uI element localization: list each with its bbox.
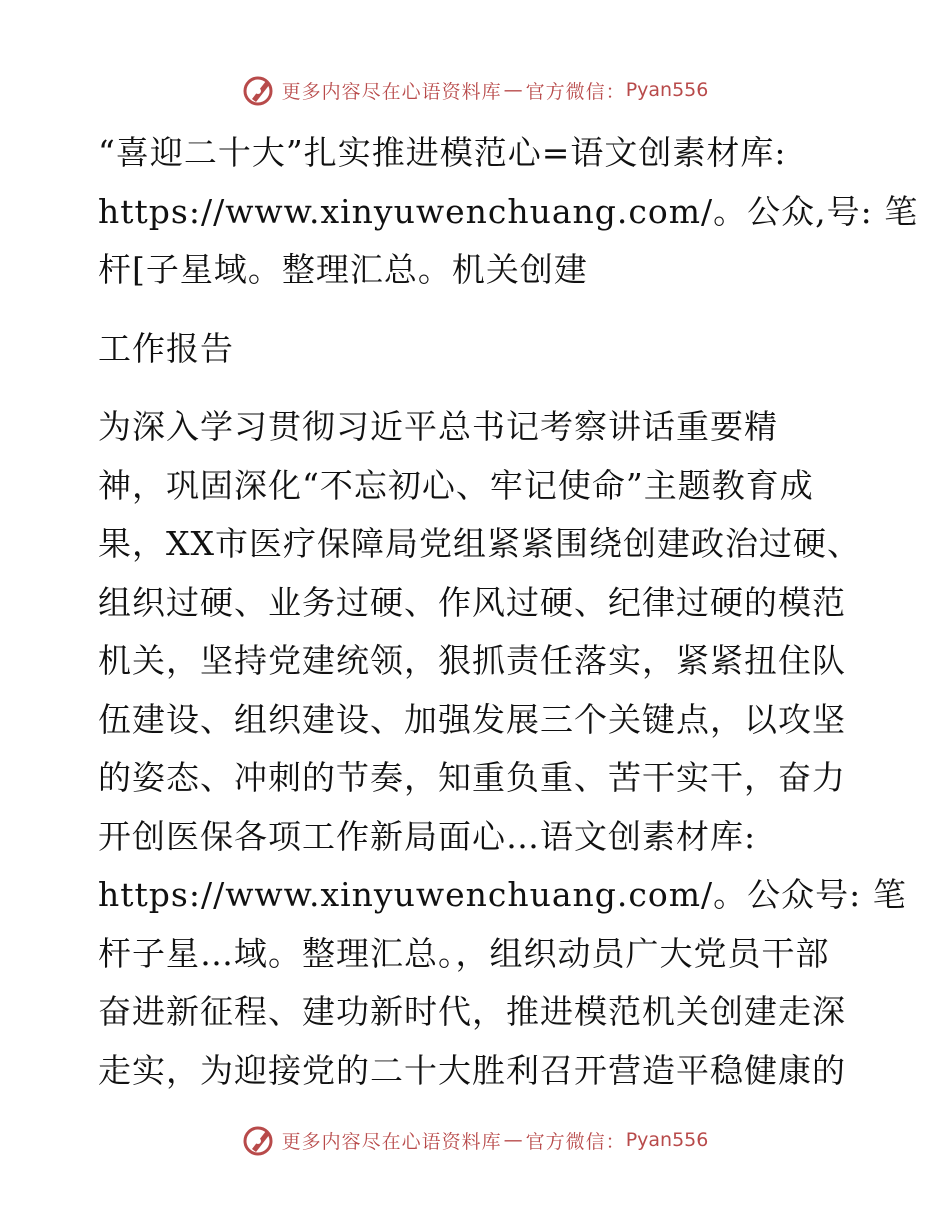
- text-line-5: 为深入学习贯彻习近平总书记考察讲话重要精: [98, 407, 778, 446]
- watermark-wechat-id: Pyan556: [625, 1129, 709, 1151]
- text-line-9: 机关，坚持党建统领，狠抓责任落实，紧紧扭住队: [98, 641, 846, 680]
- watermark-wechat-label: 官方微信：: [525, 1130, 626, 1153]
- text-line-6: 神，巩固深化“不忘初心、牢记使命”主题教育成: [98, 465, 814, 505]
- text-line-3: 杆[子星域。整理汇总。机关创建: [98, 250, 588, 289]
- watermark-dash: —: [503, 79, 524, 101]
- text-line-14: 杆子星…域。整理汇总。，组织动员广大党员干部: [98, 933, 830, 973]
- document-body: [98, 124, 919, 1100]
- header-watermark: [0, 70, 950, 110]
- watermark-dash: —: [503, 1129, 524, 1151]
- text-line-12: 开创医保各项工作新局面心…语文创素材库:: [98, 816, 757, 856]
- footer-watermark: [0, 1120, 950, 1160]
- text-line-8: 组织过硬、业务过硬、作风过硬、纪律过硬的模范: [98, 582, 846, 622]
- text-line-15: 奋进新征程、建功新时代，推进模范机关创建走深: [98, 992, 846, 1031]
- text-line-7: 果，XX市医疗保障局党组紧紧围绕创建政治过硬、: [98, 524, 861, 563]
- text-line-13: https://www.xinyuwenchuang.com/。公众号: 笔: [98, 875, 907, 914]
- watermark-wechat-label: 官方微信：: [525, 80, 626, 103]
- text-line-2: https://www.xinyuwenchuang.com/。公众,号: 笔: [98, 191, 919, 231]
- watermark-wechat-id: Pyan556: [625, 79, 709, 101]
- watermark-slogan: 更多内容尽在心语资料库: [281, 1130, 502, 1153]
- text-line-11: 的姿态、冲刺的节奏，知重负重、苦干实干，奋力: [98, 758, 846, 797]
- text-line-1: “喜迎二十大”扎实推进模范心=语文创素材库:: [98, 133, 787, 172]
- pen-logo-icon: [242, 1123, 276, 1157]
- text-line-10: 伍建设、组织建设、加强发展三个关键点，以攻坚: [98, 699, 846, 739]
- watermark-slogan: 更多内容尽在心语资料库: [281, 80, 502, 103]
- section-heading: 工作报告: [98, 328, 234, 368]
- text-line-16: 走实，为迎接党的二十大胜利召开营造平稳健康的: [98, 1050, 846, 1090]
- pen-logo-icon: [242, 73, 276, 107]
